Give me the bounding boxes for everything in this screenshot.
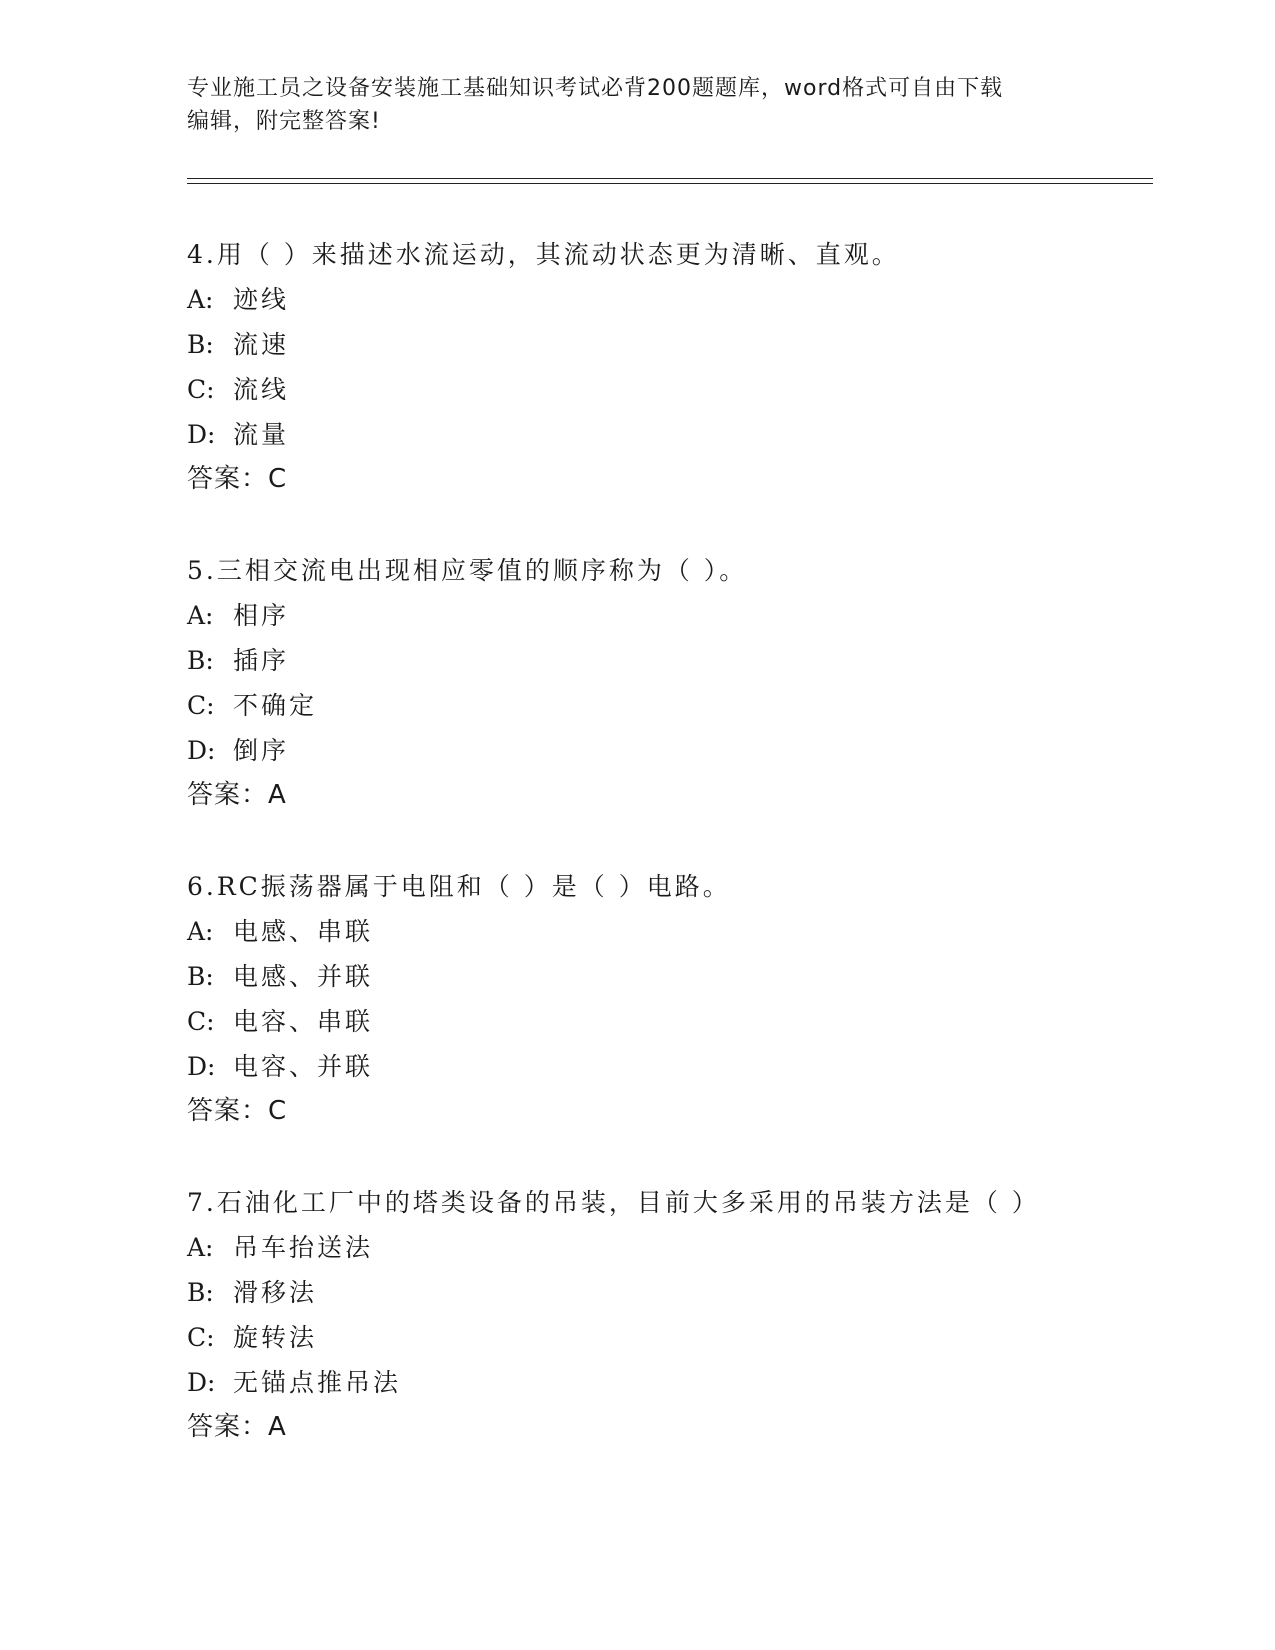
option-letter: A: [187,1233,214,1262]
option-text: 不确定 [233,691,318,720]
question-text: 4.用（ ）来描述水流运动，其流动状态更为清晰、直观。 [187,240,900,269]
header-line-1: 专业施工员之设备安装施工基础知识考试必背200题题库，word格式可自由下载 [187,76,1004,101]
option-text: 旋转法 [233,1323,318,1352]
option-text: 电容、串联 [233,1007,374,1036]
option-text: 无锚点推吊法 [233,1368,402,1397]
question-text: 5.三相交流电出现相应零值的顺序称为（ ）。 [187,556,748,585]
option-d [187,728,1147,773]
option-text: 相序 [233,601,290,630]
question-6 [187,864,1147,1134]
option-letter: A: [187,601,214,630]
option-letter: D: [187,736,216,765]
option-text: 电感、串联 [233,917,374,946]
question-7 [187,1180,1147,1450]
option-b [187,954,1147,999]
option-b [187,1270,1147,1315]
header-rule-bottom [187,183,1153,184]
option-letter: C: [187,1007,215,1036]
option-text: 吊车抬送法 [233,1233,374,1262]
option-letter: A: [187,285,214,314]
option-a [187,593,1147,638]
option-letter: C: [187,375,215,404]
option-c [187,367,1147,412]
option-letter: D: [187,1368,216,1397]
option-letter: C: [187,691,215,720]
option-text: 滑移法 [233,1278,318,1307]
answer: 答案：C [187,464,288,494]
answer: 答案：A [187,1412,287,1442]
option-letter: C: [187,1323,215,1352]
option-text: 迹线 [233,285,290,314]
option-letter: A: [187,917,214,946]
option-text: 流线 [233,375,290,404]
option-text: 插序 [233,646,290,675]
option-letter: B: [187,646,214,675]
question-4 [187,232,1147,502]
option-c [187,1315,1147,1360]
answer: 答案：A [187,780,287,810]
question-text: 6.RC振荡器属于电阻和（ ）是（ ）电路。 [187,872,731,901]
question-5 [187,548,1147,818]
answer: 答案：C [187,1096,288,1126]
option-a [187,277,1147,322]
header-rule-top [187,178,1153,179]
option-b [187,638,1147,683]
option-text: 流量 [233,420,290,449]
option-letter: D: [187,420,216,449]
option-d [187,412,1147,457]
option-c [187,999,1147,1044]
option-text: 流速 [233,330,290,359]
option-letter: B: [187,1278,214,1307]
option-a [187,1225,1147,1270]
option-letter: B: [187,330,214,359]
option-a [187,909,1147,954]
option-b [187,322,1147,367]
option-text: 电容、并联 [233,1052,374,1081]
option-text: 电感、并联 [233,962,374,991]
option-letter: D: [187,1052,216,1081]
document-header [187,72,1087,138]
option-letter: B: [187,962,214,991]
question-text: 7.石油化工厂中的塔类设备的吊装，目前大多采用的吊装方法是（ ） [187,1188,1040,1217]
option-d [187,1360,1147,1405]
option-c [187,683,1147,728]
option-d [187,1044,1147,1089]
header-line-2: 编辑，附完整答案! [187,109,381,134]
option-text: 倒序 [233,736,290,765]
